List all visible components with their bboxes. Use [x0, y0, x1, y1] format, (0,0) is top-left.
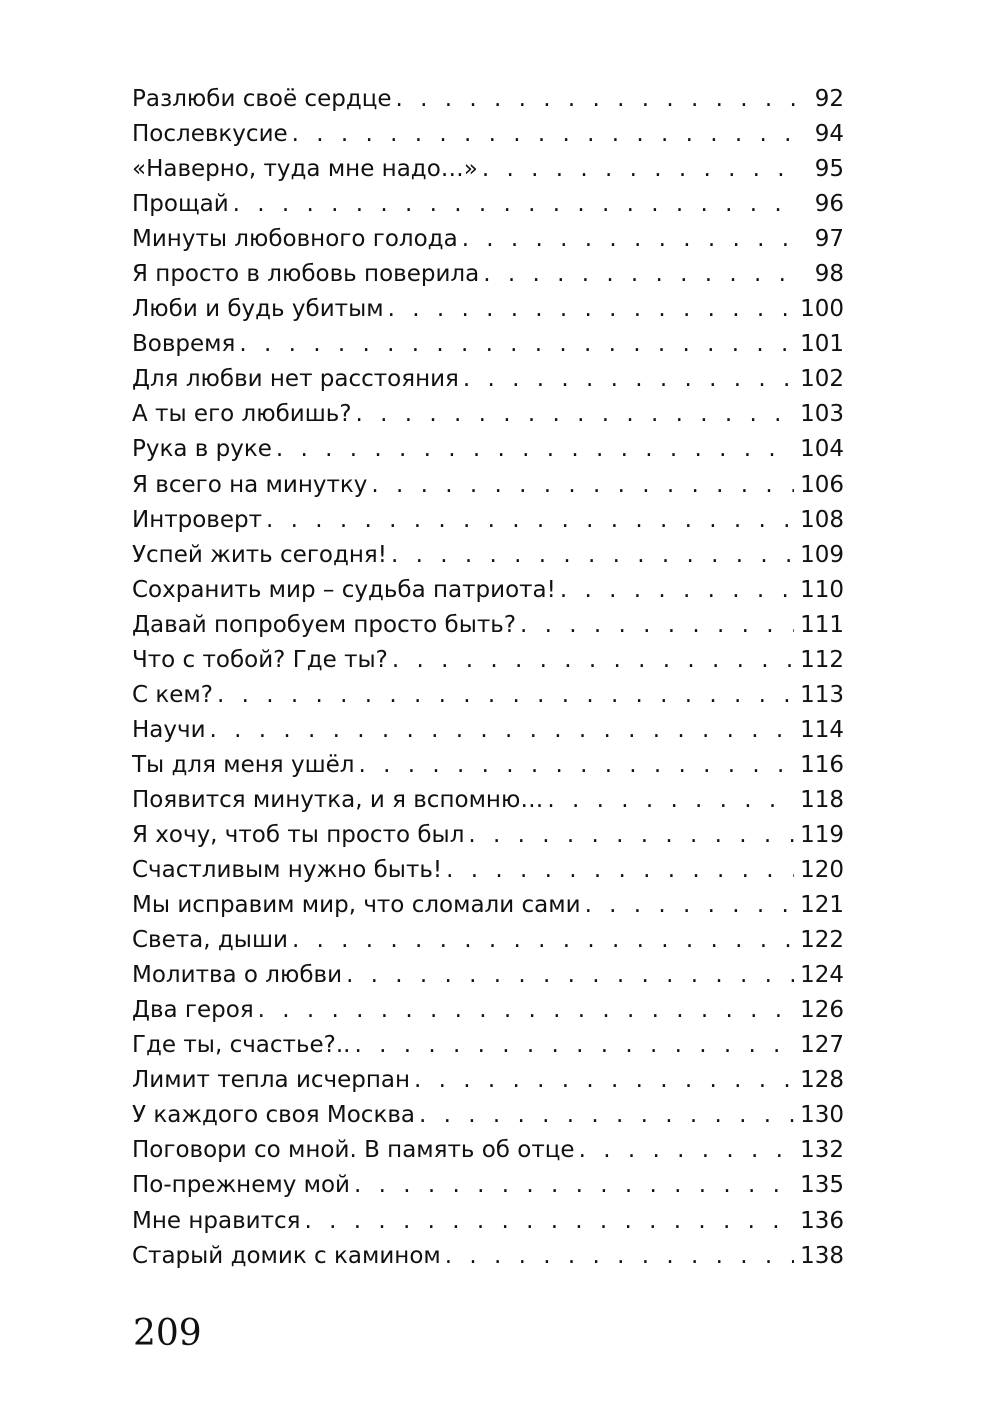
- toc-entry-page: 108: [800, 506, 844, 533]
- toc-entry-title: Сохранить мир – судьба патриота!: [132, 576, 556, 603]
- toc-entry: [132, 503, 844, 538]
- toc-entry: [132, 783, 844, 818]
- toc-entry-title: С кем?: [132, 681, 213, 708]
- dot-leader: [392, 643, 794, 678]
- dot-leader: [560, 573, 794, 608]
- toc-entry-title: Старый домик с камином: [132, 1242, 441, 1269]
- toc-entry-page: 113: [800, 681, 844, 708]
- dot-leader: [356, 397, 795, 432]
- toc-entry-page: 101: [800, 331, 844, 358]
- toc-entry-title: Света, дыши: [132, 927, 288, 954]
- toc-entry-page: 136: [800, 1207, 844, 1234]
- toc-entry: [132, 432, 844, 467]
- toc-entry-page: 118: [800, 786, 844, 813]
- dot-leader: [391, 538, 794, 573]
- toc-entry: [132, 608, 844, 643]
- table-of-contents: [132, 82, 844, 1274]
- toc-entry-title: Я всего на минутку: [132, 471, 368, 498]
- toc-entry-title: Молитва о любви: [132, 962, 343, 989]
- toc-entry: [132, 397, 844, 432]
- toc-entry: [132, 222, 844, 257]
- toc-entry: [132, 923, 844, 958]
- toc-entry-title: Послевкусие: [132, 121, 288, 148]
- toc-entry-page: 95: [814, 156, 844, 183]
- dot-leader: [292, 117, 798, 152]
- toc-entry: [132, 152, 844, 187]
- dot-leader: [217, 678, 794, 713]
- toc-entry-page: 116: [800, 751, 844, 778]
- toc-entry-page: 130: [800, 1102, 844, 1129]
- toc-entry-title: Давай попробуем просто быть?: [132, 611, 517, 638]
- toc-entry: [132, 643, 844, 678]
- toc-entry: [132, 993, 844, 1028]
- toc-entry-page: 127: [800, 1032, 844, 1059]
- dot-leader: [419, 1098, 794, 1133]
- toc-entry-title: Интроверт: [132, 506, 263, 533]
- toc-entry: [132, 1098, 844, 1133]
- dot-leader: [358, 748, 794, 783]
- toc-entry-title: Ты для меня ушёл: [132, 751, 355, 778]
- dot-leader: [520, 608, 794, 643]
- toc-entry-page: 104: [800, 436, 844, 463]
- toc-entry: [132, 1028, 844, 1063]
- toc-entry: [132, 853, 844, 888]
- dot-leader: [468, 818, 794, 853]
- dot-leader: [266, 503, 794, 538]
- dot-leader: [354, 1028, 794, 1063]
- dot-leader: [446, 853, 794, 888]
- toc-entry-page: 112: [800, 646, 844, 673]
- toc-entry-title: Мне нравится: [132, 1207, 301, 1234]
- dot-leader: [445, 1239, 794, 1274]
- dot-leader: [462, 222, 798, 257]
- toc-entry-title: Прощай: [132, 191, 229, 218]
- dot-leader: [276, 432, 794, 467]
- toc-entry-page: 138: [800, 1242, 844, 1269]
- dot-leader: [463, 362, 794, 397]
- dot-leader: [396, 82, 798, 117]
- page-number: 209: [133, 1313, 202, 1354]
- toc-entry: [132, 362, 844, 397]
- toc-entry: [132, 958, 844, 993]
- toc-entry-title: Поговори со мной. В память об отце: [132, 1137, 575, 1164]
- dot-leader: [371, 468, 794, 503]
- toc-entry-title: Я хочу, чтоб ты просто был: [132, 821, 465, 848]
- dot-leader: [304, 1204, 794, 1239]
- toc-entry-title: Разлюби своё сердце: [132, 86, 392, 112]
- toc-entry-page: 122: [800, 927, 844, 954]
- toc-entry: [132, 1063, 844, 1098]
- dot-leader: [354, 1168, 794, 1203]
- toc-entry: [132, 1133, 844, 1168]
- toc-entry-page: 135: [800, 1172, 844, 1199]
- toc-entry-title: «Наверно, туда мне надо…»: [132, 156, 478, 183]
- toc-entry: [132, 468, 844, 503]
- toc-entry-page: 97: [814, 226, 844, 253]
- toc-entry-page: 126: [800, 997, 844, 1024]
- dot-leader: [579, 1133, 795, 1168]
- toc-entry-title: Появится минутка, и я вспомню…: [132, 786, 544, 813]
- toc-entry-page: 96: [814, 191, 844, 218]
- toc-entry-title: Два героя: [132, 997, 254, 1024]
- toc-entry-title: Где ты, счастье?..: [132, 1032, 351, 1059]
- toc-entry-title: Для любви нет расстояния: [132, 366, 459, 393]
- toc-entry-page: 98: [814, 261, 844, 288]
- dot-leader: [292, 923, 794, 958]
- toc-entry: [132, 538, 844, 573]
- toc-entry-title: Мы исправим мир, что сломали сами: [132, 892, 581, 919]
- toc-entry-page: 102: [800, 366, 844, 393]
- toc-entry: [132, 117, 844, 152]
- toc-entry: [132, 818, 844, 853]
- toc-entry: [132, 327, 844, 362]
- toc-entry: [132, 1239, 844, 1274]
- toc-entry-title: Счастливым нужно быть!: [132, 857, 443, 884]
- dot-leader: [258, 993, 794, 1028]
- toc-entry: [132, 187, 844, 222]
- dot-leader: [346, 958, 794, 993]
- dot-leader: [483, 257, 798, 292]
- toc-entry-title: У каждого своя Москва: [132, 1102, 415, 1129]
- toc-entry: [132, 713, 844, 748]
- dot-leader: [585, 888, 795, 923]
- toc-entry: [132, 678, 844, 713]
- toc-entry-page: 94: [814, 121, 844, 148]
- toc-entry-title: Успей жить сегодня!: [132, 541, 387, 568]
- toc-entry-title: А ты его любишь?: [132, 401, 352, 428]
- toc-entry-title: Лимит тепла исчерпан: [132, 1067, 411, 1094]
- toc-entry-page: 132: [800, 1137, 844, 1164]
- toc-entry: [132, 748, 844, 783]
- dot-leader: [239, 327, 794, 362]
- toc-entry-page: 106: [800, 471, 844, 498]
- dot-leader: [233, 187, 798, 222]
- dot-leader: [388, 292, 795, 327]
- toc-entry-title: Научи: [132, 716, 206, 743]
- toc-entry: [132, 888, 844, 923]
- toc-entry-page: 103: [800, 401, 844, 428]
- dot-leader: [210, 713, 795, 748]
- toc-entry-page: 114: [800, 716, 844, 743]
- toc-entry: [132, 1168, 844, 1203]
- toc-entry-title: Вовремя: [132, 331, 236, 358]
- toc-entry-title: Люби и будь убитым: [132, 296, 384, 323]
- toc-entry-page: 92: [814, 86, 844, 112]
- dot-leader: [547, 783, 794, 818]
- toc-entry-page: 121: [800, 892, 844, 919]
- toc-entry-title: Минуты любовного голода: [132, 226, 458, 253]
- toc-entry-page: 124: [800, 962, 844, 989]
- toc-entry-title: Я просто в любовь поверила: [132, 261, 480, 288]
- toc-entry-page: 110: [800, 576, 844, 603]
- toc-entry-page: 109: [800, 541, 844, 568]
- toc-entry-title: По-прежнему мой: [132, 1172, 351, 1199]
- toc-entry-page: 120: [800, 857, 844, 884]
- toc-entry: [132, 1204, 844, 1239]
- toc-entry: [132, 292, 844, 327]
- toc-entry: [132, 257, 844, 292]
- toc-entry: [132, 82, 844, 117]
- toc-entry-title: Что с тобой? Где ты?: [132, 646, 388, 673]
- dot-leader: [482, 152, 798, 187]
- toc-entry-page: 111: [800, 611, 844, 638]
- toc-entry-page: 100: [800, 296, 844, 323]
- toc-entry: [132, 573, 844, 608]
- toc-entry-page: 128: [800, 1067, 844, 1094]
- toc-entry-page: 119: [800, 821, 844, 848]
- toc-entry-title: Рука в руке: [132, 436, 272, 463]
- dot-leader: [414, 1063, 794, 1098]
